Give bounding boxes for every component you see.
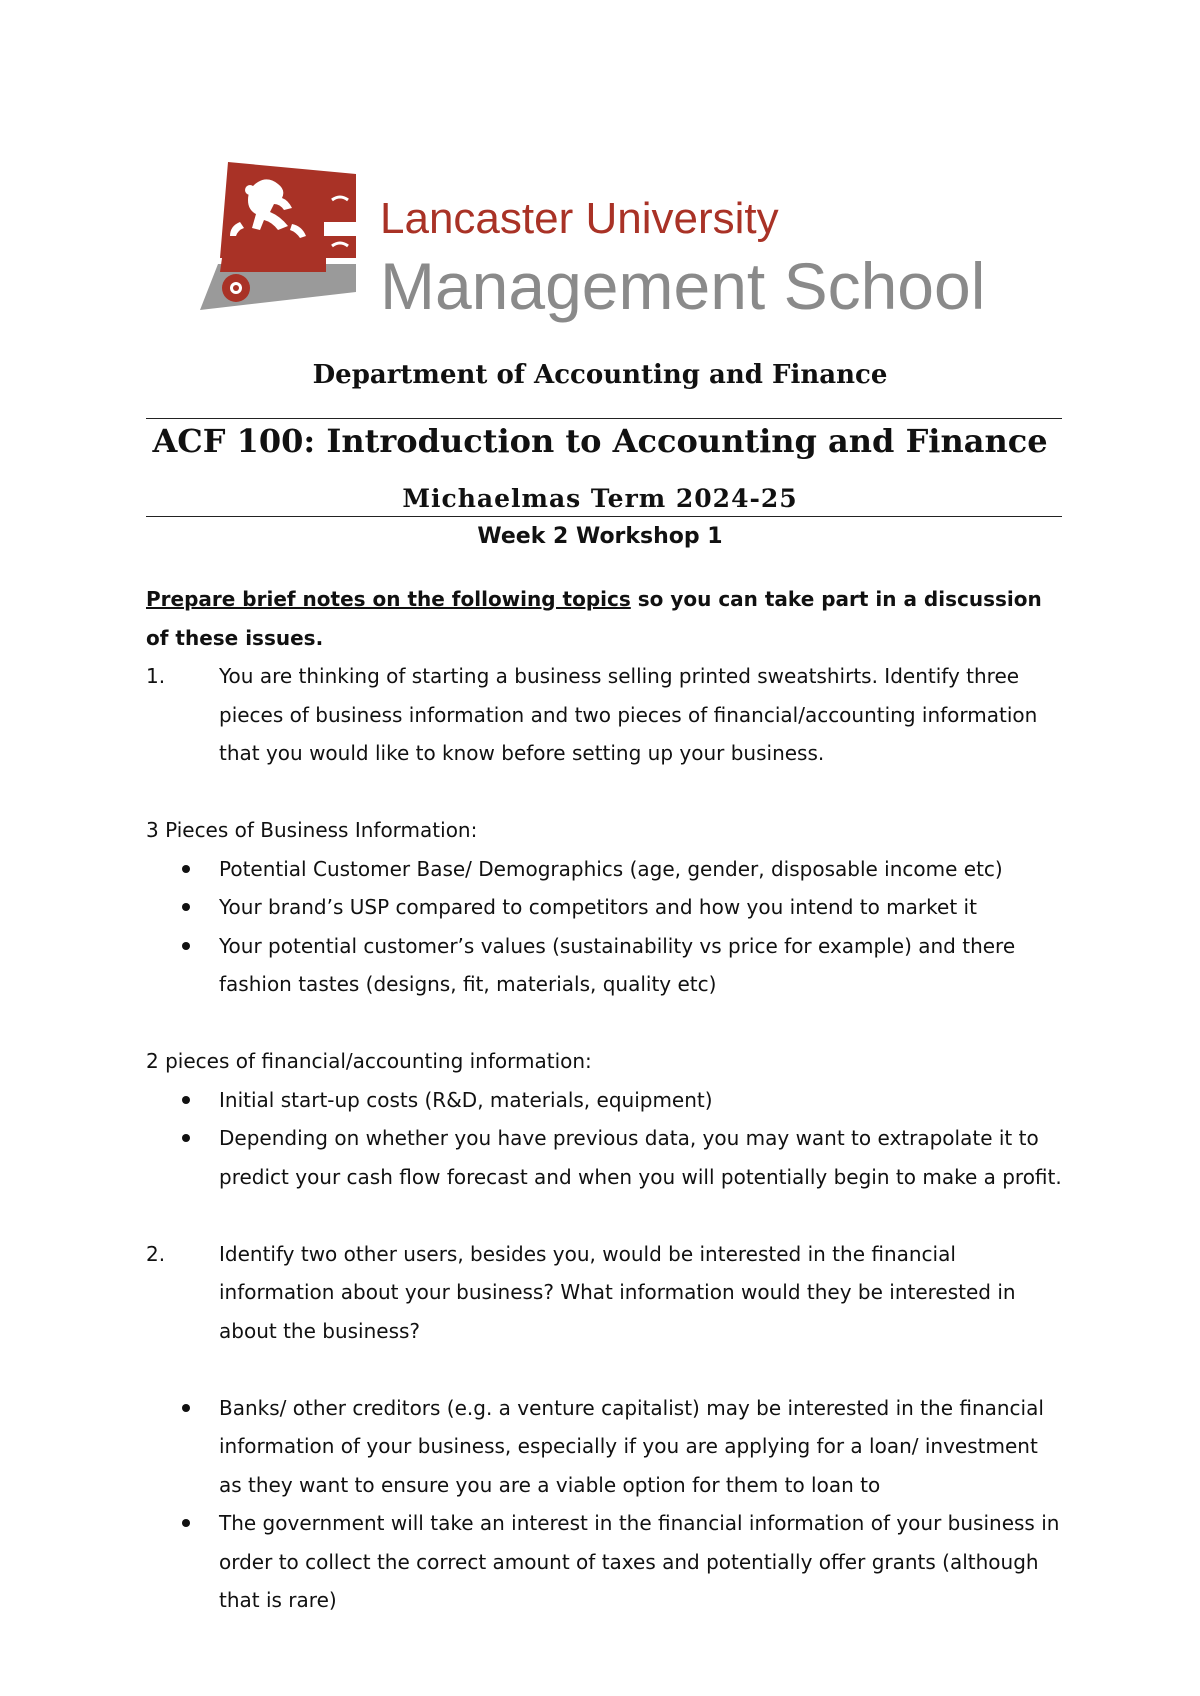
- bullet-icon: [182, 1519, 190, 1527]
- instructions: [146, 580, 1066, 657]
- top-divider: [146, 418, 1062, 419]
- list-item: Your brand’s USP compared to competitors and how you intend to market it: [146, 888, 1066, 927]
- document-body: [146, 580, 1066, 1620]
- course-title: ACF 100: Introduction to Accounting and Finance: [152, 422, 1048, 460]
- logo-text-school: Management School: [380, 249, 986, 323]
- university-logo: [196, 160, 1026, 323]
- question-2: [146, 1235, 1066, 1351]
- list-item: Depending on whether you have previous data, you may want to extrapolate it to predict your cash flow forecast and when you will potentially begin to make a profit.: [146, 1119, 1066, 1196]
- term-title: Michaelmas Term 2024-25: [402, 484, 798, 513]
- financial-info-list: [146, 1081, 1066, 1197]
- question-number: 2.: [146, 1241, 166, 1266]
- list-item: Your potential customer’s values (sustainability vs price for example) and there fashion tastes (designs, fit, materials, quality etc): [146, 927, 1066, 1004]
- instructions-rest: so you can take part in a discussion of these issues.: [146, 587, 1042, 650]
- bullet-icon: [182, 942, 190, 950]
- week-title: Week 2 Workshop 1: [477, 524, 723, 549]
- logo-text-university: Lancaster University: [380, 194, 779, 243]
- bottom-divider: [146, 516, 1062, 517]
- bullet-icon: [182, 1096, 190, 1104]
- bullet-icon: [182, 865, 190, 873]
- list-item: Potential Customer Base/ Demographics (age, gender, disposable income etc): [146, 850, 1066, 889]
- question-text: You are thinking of starting a business selling printed sweatshirts. Identify three pieces of business information and two pieces of financial/accounting information that you would like to know before setting up your business.: [219, 664, 1038, 765]
- users-list: [146, 1389, 1066, 1620]
- business-info-list: [146, 850, 1066, 1004]
- question-number: 1.: [146, 664, 166, 688]
- department-title: Department of Accounting and Finance: [312, 360, 888, 390]
- list-item: Initial start-up costs (R&D, materials, equipment): [146, 1081, 1066, 1120]
- lancaster-crest-icon: [196, 160, 366, 320]
- business-info-heading: 3 Pieces of Business Information:: [146, 818, 478, 842]
- instructions-underlined: Prepare brief notes on the following topics: [146, 587, 631, 611]
- financial-info-heading: 2 pieces of financial/accounting information:: [146, 1049, 592, 1073]
- question-text: Identify two other users, besides you, would be interested in the financial information about your business? What information would they be interested in about the business?: [219, 1241, 1016, 1343]
- bullet-icon: [182, 1134, 190, 1142]
- bullet-icon: [182, 903, 190, 911]
- list-item: Banks/ other creditors (e.g. a venture capitalist) may be interested in the financial information of your business, especially if you are applying for a loan/ investment as they want to ensure you are a viable option for them to loan to: [146, 1389, 1066, 1505]
- bullet-icon: [182, 1404, 190, 1412]
- question-1: [146, 657, 1066, 773]
- list-item: The government will take an interest in the financial information of your business in order to collect the correct amount of taxes and potentially offer grants (although that is rare): [146, 1504, 1066, 1620]
